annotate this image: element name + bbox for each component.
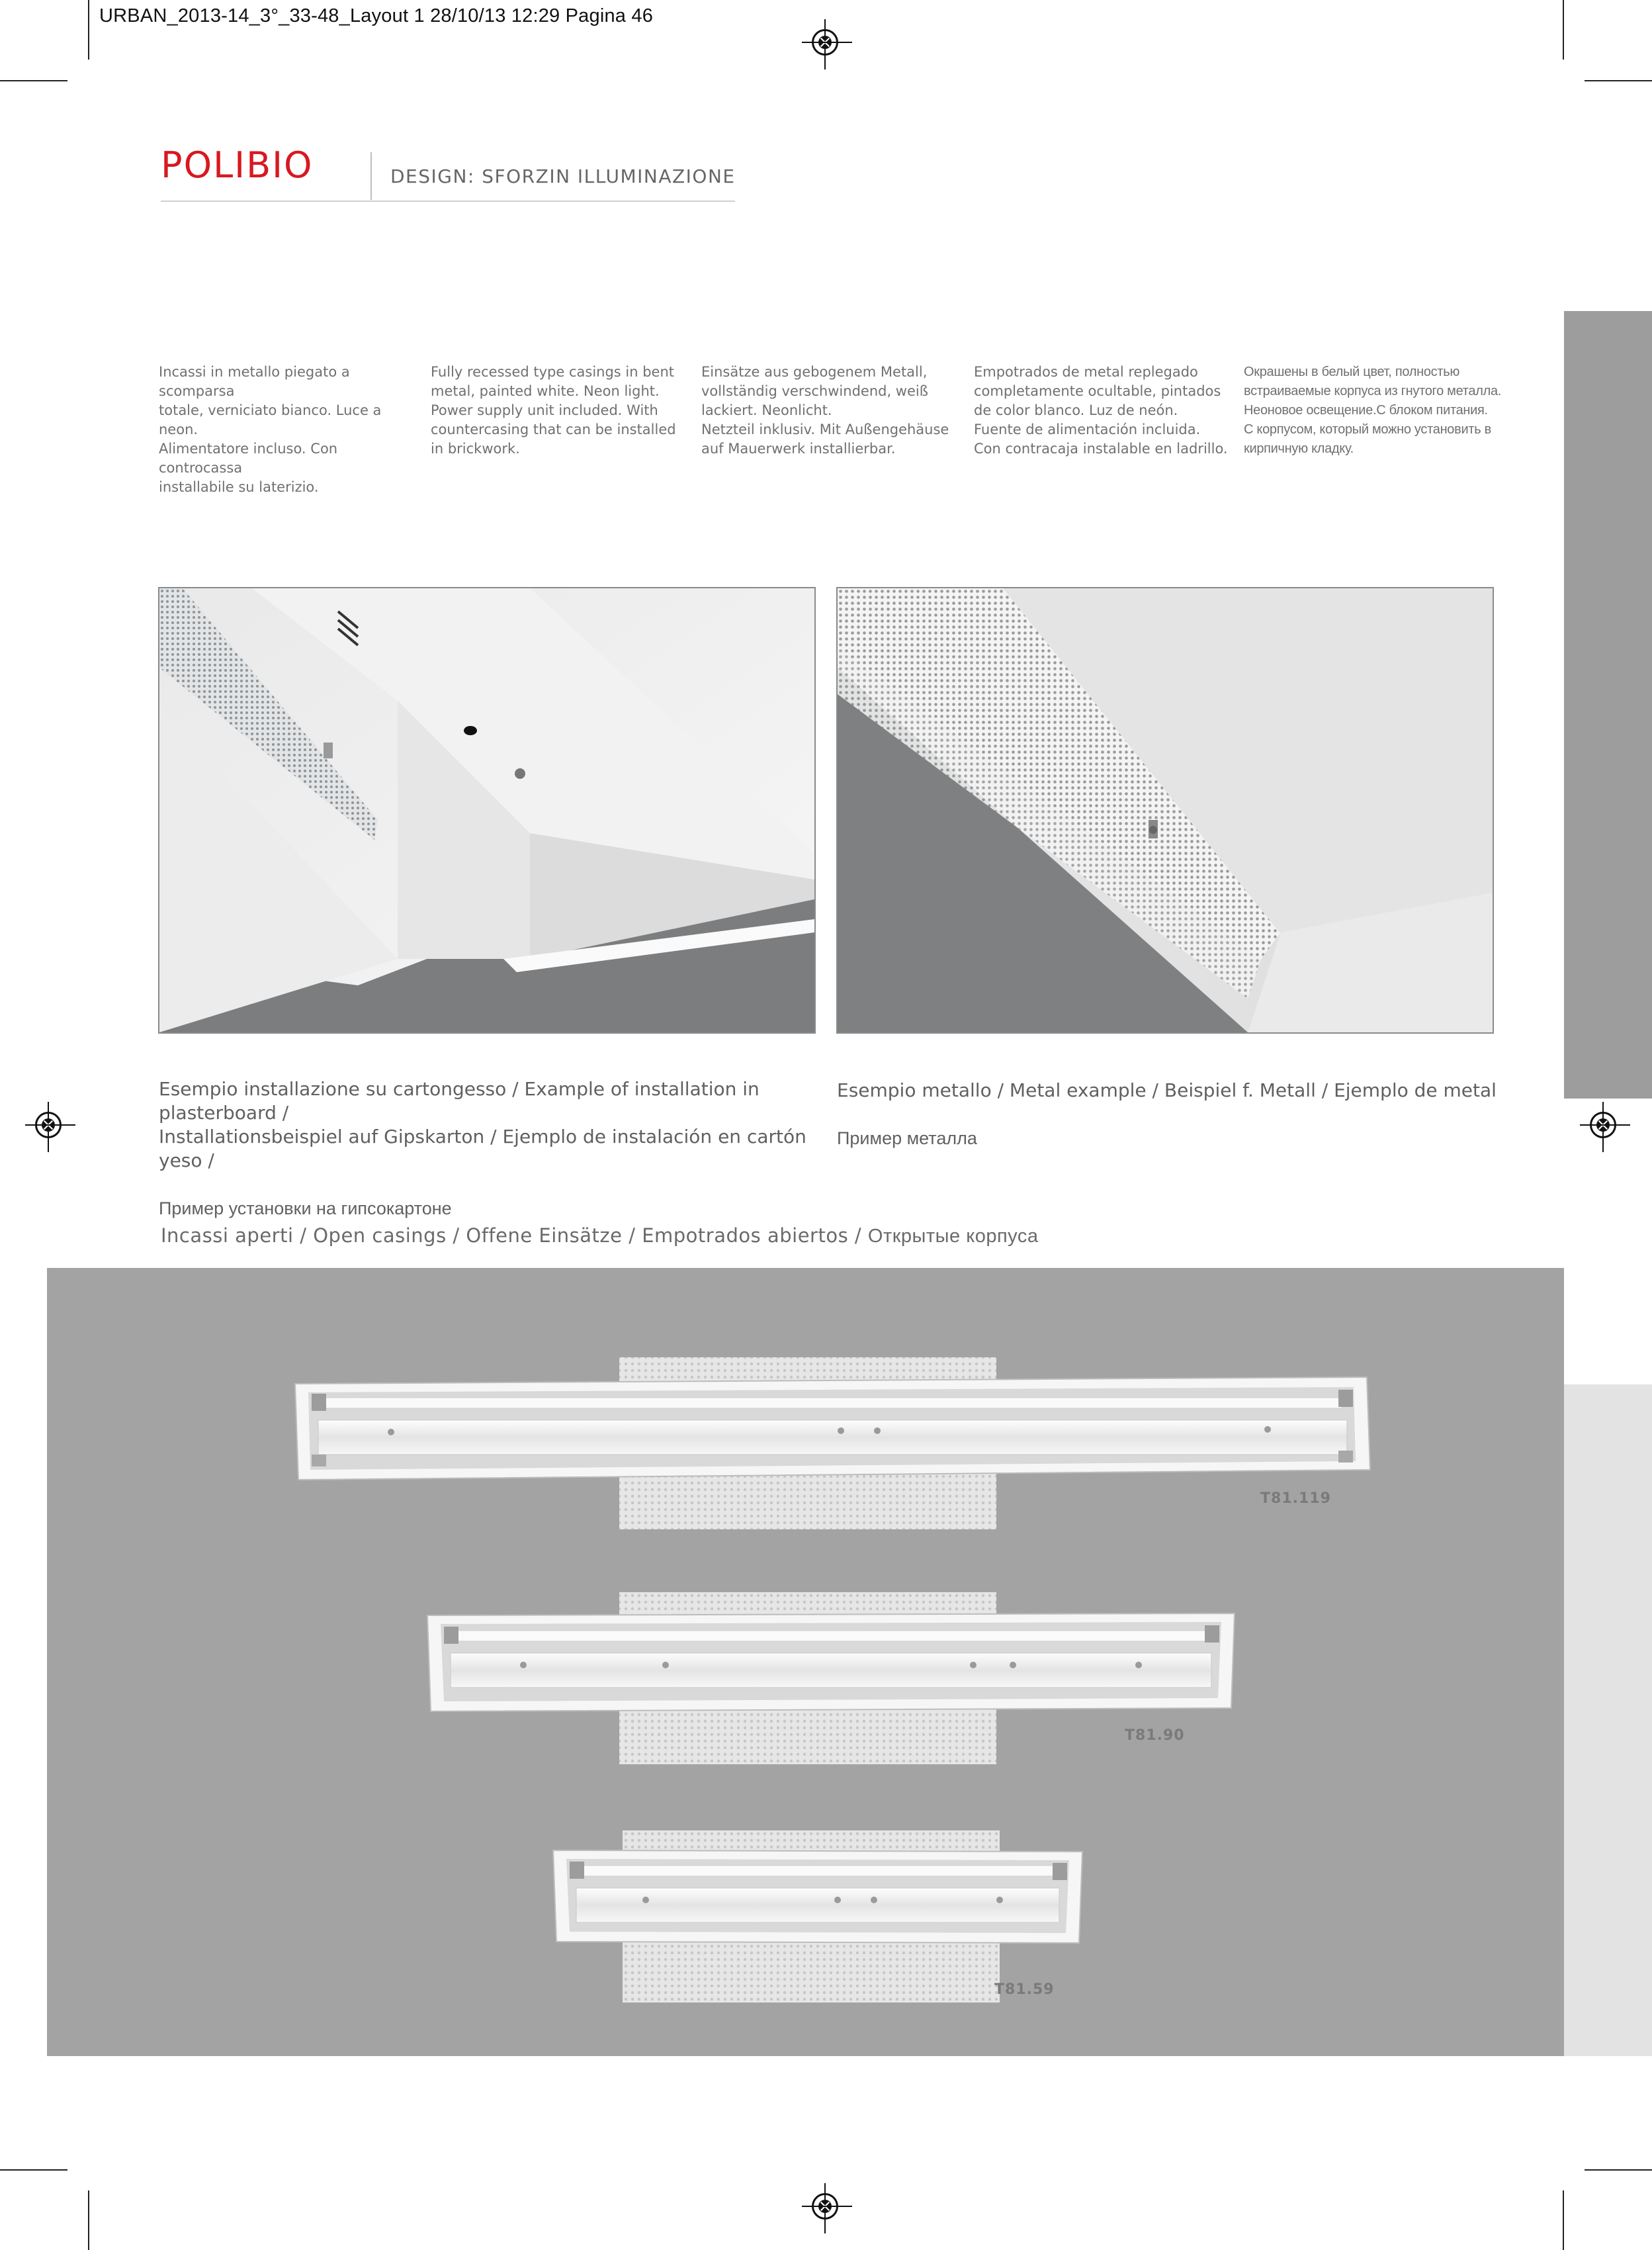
caption-metal bbox=[837, 1055, 1499, 1150]
description-german: Einsätze aus gebogenem Metall, vollständig verschwindend, weiß lackiert. Neonlicht. Netzteil inklusiv. Mit Außengehäuse auf Mauerwerk installierbar. bbox=[701, 364, 949, 457]
crop-mark bbox=[1585, 2169, 1652, 2171]
crop-mark bbox=[1563, 0, 1564, 60]
caption-metal-text: Esempio metallo / Metal example / Beispiel f. Metall / Ejemplo de metal bbox=[837, 1079, 1497, 1101]
fixture-t81-90 bbox=[427, 1592, 1235, 1764]
product-illustrations bbox=[47, 1268, 1564, 2056]
registration-mark-icon bbox=[812, 29, 838, 56]
section-title bbox=[161, 1224, 1038, 1247]
fixture-t81-119 bbox=[295, 1357, 1370, 1529]
crop-mark bbox=[88, 2190, 89, 2250]
crop-mark bbox=[0, 80, 67, 81]
photo-metal-example bbox=[836, 587, 1494, 1034]
crop-mark bbox=[1563, 2190, 1564, 2250]
designer-credit: DESIGN: SFORZIN ILLUMINAZIONE bbox=[390, 165, 736, 187]
product-title: POLIBIO bbox=[161, 144, 314, 186]
crop-mark bbox=[88, 0, 89, 60]
fixture-t81-59 bbox=[553, 1830, 1082, 2002]
header-rule bbox=[161, 201, 735, 202]
side-tab-dark bbox=[1564, 311, 1652, 1099]
description-italian: Incassi in metallo piegato a scomparsa totale, verniciato bianco. Luce a neon. Alimentatore incluso. Con controcassa installabile su laterizio. bbox=[159, 364, 382, 495]
photo-plasterboard-installation bbox=[158, 587, 816, 1034]
description-russian: Окрашены в белый цвет, полностью встраиваемые корпуса из гнутого металла. Неоновое освещение.С блоком питания. С корпусом, который можно установить в кирпичную кладку. bbox=[1244, 365, 1502, 456]
caption-metal-russian: Пример металла bbox=[837, 1128, 977, 1148]
product-code: T81.59 bbox=[994, 1981, 1055, 1998]
header-divider bbox=[370, 152, 372, 200]
description-spanish: Empotrados de metal replegado completamente ocultable, pintados de color blanco. Luz de neón. Fuente de alimentación incluida. Con contracaja instalable en ladrillo. bbox=[974, 364, 1228, 457]
caption-plasterboard bbox=[159, 1054, 820, 1220]
crop-mark bbox=[0, 2169, 67, 2171]
section-title-text: Incassi aperti / Open casings / Offene Einsätze / Empotrados abiertos / bbox=[161, 1224, 868, 1247]
caption-plasterboard-text: Esempio installazione su cartongesso / Example of installation in plasterboard / Installationsbeispiel auf Gipskarton / Ejemplo de instalación en cartón yeso / bbox=[159, 1078, 806, 1171]
description-english: Fully recessed type casings in bent metal, painted white. Neon light. Power supply unit included. With countercasing that can be installed in brickwork. bbox=[431, 364, 676, 457]
registration-mark-icon bbox=[812, 2193, 838, 2220]
registration-mark-icon bbox=[35, 1112, 62, 1138]
side-tab-light bbox=[1564, 1384, 1652, 2056]
slug-line: URBAN_2013-14_3°_33-48_Layout 1 28/10/13 12:29 Pagina 46 bbox=[99, 5, 654, 26]
caption-plasterboard-russian: Пример установки на гипсокартоне bbox=[159, 1198, 452, 1218]
registration-mark-icon bbox=[1590, 1112, 1616, 1138]
product-panel bbox=[47, 1268, 1564, 2056]
product-code: T81.119 bbox=[1260, 1490, 1331, 1507]
product-code: T81.90 bbox=[1125, 1727, 1185, 1744]
crop-mark bbox=[1585, 80, 1652, 81]
section-title-russian: Открытые корпуса bbox=[867, 1226, 1039, 1247]
